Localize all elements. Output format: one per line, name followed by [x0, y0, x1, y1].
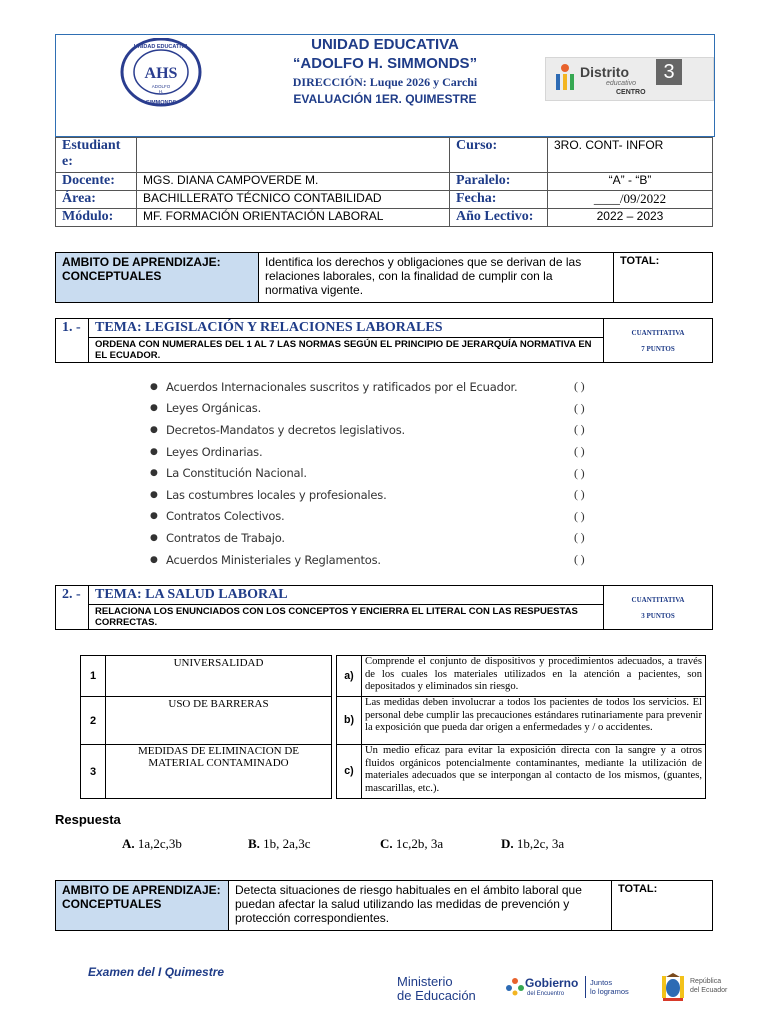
distrito-icon	[552, 62, 578, 92]
list-item-text: Leyes Ordinarias.	[166, 444, 263, 459]
distrito-label: Distrito	[580, 64, 629, 80]
ambito-text: Identifica los derechos y obligaciones que se derivan de las relaciones laborales, con la finalidad de cumplir con la normativa vigente.	[259, 253, 614, 303]
respuesta-label: Respuesta	[55, 812, 121, 827]
list-item	[150, 398, 610, 420]
option-value: 1b,2c, 3a	[516, 836, 565, 851]
tema-points-value: 7 PUNTOS	[641, 344, 675, 353]
answer-parentheses[interactable]: ( )	[574, 444, 585, 459]
ambito-table-1	[55, 252, 713, 303]
docente-value: MGS. DIANA CAMPOVERDE M.	[137, 173, 450, 191]
republica-line-1: República	[690, 978, 722, 985]
fecha-value[interactable]: ____/09/2022	[548, 191, 713, 209]
ambito-label: AMBITO DE APRENDIZAJE: CONCEPTUALES	[56, 253, 259, 303]
logo-mid: AHS	[144, 65, 178, 82]
docente-label: Docente:	[56, 173, 137, 191]
answer-parentheses[interactable]: ( )	[574, 487, 585, 502]
header-title-2: “ADOLFO H. SIMMONDS”	[292, 55, 478, 72]
list-item	[150, 549, 610, 571]
modulo-label: Módulo:	[56, 209, 137, 227]
answer-option-b[interactable]	[248, 836, 310, 852]
list-item	[150, 484, 610, 506]
list-item-text: Contratos Colectivos.	[166, 509, 285, 524]
tema-points	[604, 586, 713, 630]
gobierno-line-2: del Encuentro	[527, 991, 565, 997]
concept-number: 1	[81, 656, 106, 697]
answer-parentheses[interactable]: ( )	[574, 400, 585, 415]
header-title-1: UNIDAD EDUCATIVA	[311, 36, 459, 53]
tema-number: 1. -	[56, 319, 89, 363]
concept-text: UNIVERSALIDAD	[106, 656, 332, 697]
concept-text: MEDIDAS DE ELIMINACION DE MATERIAL CONTAMINADO	[106, 745, 332, 799]
list-item-text: Leyes Orgánicas.	[166, 401, 262, 416]
concept-number: 3	[81, 745, 106, 799]
option-letter: C.	[380, 836, 393, 851]
modulo-value: MF. FORMACIÓN ORIENTACIÓN LABORAL	[137, 209, 450, 227]
list-item	[150, 462, 610, 484]
ministerio-line-2: de Educación	[397, 988, 476, 1003]
list-item-text: La Constitución Nacional.	[166, 466, 307, 481]
estudiante-label: Estudiant e:	[56, 138, 137, 173]
juntos-line-1: Juntos	[590, 978, 613, 987]
concept-number: 2	[81, 697, 106, 745]
anio-value: 2022 – 2023	[548, 209, 713, 227]
tema-instruction: ORDENA CON NUMERALES DEL 1 AL 7 LAS NORMAS SEGÚN EL PRINCIPIO DE JERARQUÍA NORMATIVA EN EL ECUADOR.	[89, 338, 604, 363]
option-value: 1c,2b, 3a	[395, 836, 444, 851]
gobierno-logo	[505, 970, 645, 1006]
tema-instruction: RELACIONA LOS ENUNCIADOS CON LOS CONCEPTOS Y ENCIERRA EL LITERAL CON LAS RESPUESTAS CORRECTAS.	[89, 605, 604, 630]
option-letter: D.	[501, 836, 514, 851]
list-item	[150, 506, 610, 528]
total-field[interactable]: TOTAL:	[614, 253, 713, 303]
republica-line-2: del Ecuador	[690, 987, 728, 994]
tema-points-value: 3 PUNTOS	[641, 611, 675, 620]
republica-logo	[660, 972, 735, 1004]
bullet-icon: ●	[150, 468, 158, 479]
info-table	[55, 137, 713, 227]
answer-parentheses[interactable]: ( )	[574, 379, 585, 394]
answer-option-c[interactable]	[380, 836, 443, 852]
list-item-text: Decretos-Mandatos y decretos legislativos.	[166, 422, 405, 437]
anio-label: Año Lectivo:	[450, 209, 548, 227]
school-logo	[120, 38, 202, 110]
coat-of-arms-icon	[660, 972, 686, 1002]
definition-letter[interactable]: b)	[337, 697, 362, 745]
answer-parentheses[interactable]: ( )	[574, 422, 585, 437]
exam-footer: Examen del I Quimestre	[88, 965, 225, 979]
list-item-text: Acuerdos Ministeriales y Reglamentos.	[166, 552, 381, 567]
juntos-line-2: lo logramos	[590, 987, 629, 996]
logo-name1: ADOLFO	[151, 84, 171, 89]
estudiante-field[interactable]	[137, 138, 450, 173]
option-letter: B.	[248, 836, 260, 851]
tema-kind: CUANTITATIVA	[631, 595, 685, 604]
bullet-icon: ●	[150, 446, 158, 457]
option-letter: A.	[122, 836, 135, 851]
definition-letter[interactable]: a)	[337, 656, 362, 697]
logo-name2: H.	[158, 89, 164, 94]
area-label: Área:	[56, 191, 137, 209]
paralelo-value: “A” - “B”	[548, 173, 713, 191]
curso-value: 3RO. CONT- INFOR	[548, 138, 713, 173]
answer-option-a[interactable]	[122, 836, 182, 852]
bullet-icon: ●	[150, 511, 158, 522]
paralelo-label: Paralelo:	[450, 173, 548, 191]
concepts-table	[80, 655, 332, 799]
tema-1-table	[55, 318, 713, 363]
ambito-text: Detecta situaciones de riesgo habituales en el ámbito laboral que puedan afectar la salud utilizando las medidas de prevención y protección correspondientes.	[229, 881, 612, 931]
answer-parentheses[interactable]: ( )	[574, 465, 585, 480]
answer-parentheses[interactable]: ( )	[574, 508, 585, 523]
list-item-text: Las costumbres locales y profesionales.	[166, 487, 387, 502]
distrito-logo	[545, 57, 714, 101]
definition-text: Comprende el conjunto de dispositivos y procedimientos adecuados, a través de los cuales los materiales utilizados en la atención a pacientes, son depositados y eliminados sin riesgo.	[362, 656, 706, 697]
tema-number: 2. -	[56, 586, 89, 630]
option-value: 1a,2c,3b	[137, 836, 182, 851]
list-item-text: Contratos de Trabajo.	[166, 530, 285, 545]
list-item	[150, 376, 610, 398]
definition-text: Las medidas deben involucrar a todos los pacientes de todos los servicios. El personal debe cumplir las precauciones estándares rutinariamente para prevenir la exposición que pueda dar origen a enfermedades y / o accidentes.	[362, 697, 706, 745]
list-item	[150, 441, 610, 463]
ambito-table-2	[55, 880, 713, 931]
definition-text: Un medio eficaz para evitar la exposición directa con la sangre y a otros fluidos orgánicos potencialmente contaminantes, mediante la utilización de materiales adecuados que se interpongan al contacto de los mismos, (guantes, mascarillas, etc.).	[362, 745, 706, 799]
bullet-icon: ●	[150, 381, 158, 392]
distrito-number: 3	[656, 59, 682, 85]
bullet-icon: ●	[150, 532, 158, 543]
total-field[interactable]: TOTAL:	[612, 881, 713, 931]
gobierno-divider	[585, 976, 586, 998]
tema-title: TEMA: LEGISLACIÓN Y RELACIONES LABORALES	[89, 319, 604, 338]
header-direction: DIRECCIÓN: Luque 2026 y Carchi	[292, 75, 478, 89]
bullet-icon: ●	[150, 424, 158, 435]
list-item	[150, 419, 610, 441]
definition-letter[interactable]: c)	[337, 745, 362, 799]
list-item	[150, 527, 610, 549]
norms-list	[150, 376, 610, 570]
concept-text: USO DE BARRERAS	[106, 697, 332, 745]
ambito-label: AMBITO DE APRENDIZAJE: CONCEPTUALES	[56, 881, 229, 931]
header-evaluation: EVALUACIÓN 1ER. QUIMESTRE	[293, 92, 477, 106]
area-value: BACHILLERATO TÉCNICO CONTABILIDAD	[137, 191, 450, 209]
bullet-icon: ●	[150, 403, 158, 414]
answer-option-d[interactable]	[501, 836, 564, 852]
ministerio-line-1: Ministerio	[397, 974, 453, 989]
bullet-icon: ●	[150, 489, 158, 500]
tema-2-table	[55, 585, 713, 630]
logo-top: UNIDAD EDUCATIVA	[133, 44, 189, 50]
gobierno-icon	[505, 974, 525, 996]
tema-kind: CUANTITATIVA	[631, 328, 685, 337]
ministerio-logo	[397, 975, 476, 1003]
option-value: 1b, 2a,3c	[263, 836, 311, 851]
tema-points	[604, 319, 713, 363]
fecha-label: Fecha:	[450, 191, 548, 209]
distrito-centro: CENTRO	[616, 89, 646, 96]
tema-title: TEMA: LA SALUD LABORAL	[89, 586, 604, 605]
logo-bottom: SIMMONDS	[145, 100, 177, 106]
bullet-icon: ●	[150, 554, 158, 565]
gobierno-line-1: Gobierno	[525, 976, 579, 990]
answer-parentheses[interactable]: ( )	[574, 530, 585, 545]
distrito-sub: educativo	[606, 80, 636, 87]
answer-parentheses[interactable]: ( )	[574, 552, 585, 567]
list-item-text: Acuerdos Internacionales suscritos y ratificados por el Ecuador.	[166, 379, 518, 394]
definitions-table	[336, 655, 706, 799]
curso-label: Curso:	[450, 138, 548, 173]
